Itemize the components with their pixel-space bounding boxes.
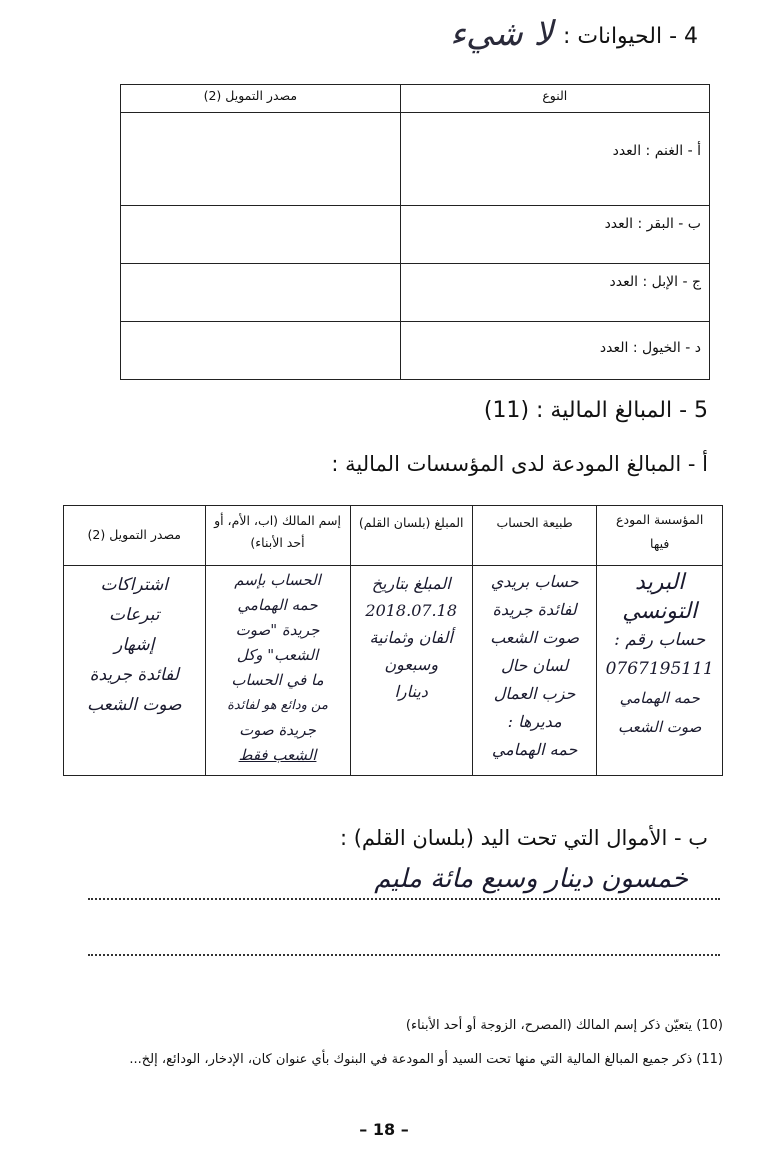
section-5a-title: أ - المبالغ المودعة لدى المؤسسات المالية : bbox=[331, 452, 708, 476]
handwritten-line: مديرها : bbox=[507, 712, 562, 731]
section-5-title: 5 - المبالغ المالية : (11) bbox=[483, 398, 708, 423]
section-4-handwritten-answer: لا شيء bbox=[449, 14, 553, 54]
handwritten-line: لفائدة جريدة bbox=[89, 665, 179, 685]
handwritten-line: المبلغ بتاريخ bbox=[371, 574, 451, 593]
table-row bbox=[121, 322, 710, 380]
handwritten-line: دينارا bbox=[394, 682, 428, 701]
row-label-cattle: ب - البقر : العدد bbox=[604, 216, 701, 232]
header-account-type: طبيعة الحساب bbox=[472, 506, 596, 566]
account-type-cell bbox=[472, 566, 596, 776]
deposits-table bbox=[63, 505, 723, 776]
section-5b-handwritten-answer: خمسون دينار وسبع مائة مليم bbox=[374, 864, 688, 894]
footnote-11: (11) ذكر جميع المبالغ المالية التي منها تحت السيد أو المودعة في البنوك بأي عنوان كان، الإدخار، الودائع، إلخ... bbox=[129, 1052, 723, 1067]
animals-table bbox=[120, 84, 710, 380]
row-label-camels: ج - الإبل : العدد bbox=[609, 274, 701, 290]
source-cell bbox=[121, 206, 401, 264]
handwritten-line: لسان حال bbox=[500, 656, 569, 675]
handwritten-line: صوت الشعب bbox=[86, 695, 182, 715]
handwritten-line: تبرعات bbox=[108, 605, 160, 625]
section-5b-title: ب - الأموال التي تحت اليد (بلسان القلم) : bbox=[339, 826, 708, 850]
header-institution: المؤسسة المودع فيها bbox=[597, 506, 723, 566]
handwritten-line: من ودائع هو لفائدة bbox=[227, 698, 328, 713]
section-4-title: 4 - الحيوانات : bbox=[563, 24, 698, 49]
dotted-line-2 bbox=[88, 954, 720, 956]
handwritten-line: لفائدة جريدة bbox=[492, 600, 577, 619]
source-cell bbox=[121, 264, 401, 322]
footnote-10: (10) يتعيّن ذكر إسم المالك (المصرح، الزوجة أو أحد الأبناء) bbox=[405, 1018, 723, 1033]
source-cell bbox=[121, 322, 401, 380]
handwritten-line: ألفان وثمانية bbox=[369, 628, 453, 647]
handwritten-line: الشعب" وكل bbox=[236, 646, 319, 664]
source-cell bbox=[121, 113, 401, 206]
table-row bbox=[64, 566, 723, 776]
handwritten-line: اشتراكات bbox=[100, 575, 168, 595]
institution-cell bbox=[597, 566, 723, 776]
handwritten-line: جريدة صوت bbox=[239, 721, 316, 739]
amount-cell bbox=[350, 566, 472, 776]
table-row bbox=[121, 264, 710, 322]
handwritten-line: حمه الهمامي bbox=[619, 689, 700, 707]
row-label-horses: د - الخيول : العدد bbox=[599, 340, 701, 356]
row-label-sheep: أ - الغنم : العدد bbox=[612, 143, 701, 159]
handwritten-line: صوت الشعب bbox=[490, 628, 580, 647]
handwritten-line: حمه الهمامي bbox=[237, 596, 318, 614]
handwritten-line: الشعب فقط bbox=[238, 746, 317, 764]
header-type: النوع bbox=[400, 85, 709, 113]
header-funding-source: مصدر التمويل (2) bbox=[121, 85, 401, 113]
handwritten-line: حمه الهمامي bbox=[491, 740, 578, 759]
handwritten-line: حساب رقم : bbox=[614, 630, 706, 650]
handwritten-line: 0767195111 bbox=[605, 659, 714, 679]
handwritten-line: ما في الحساب bbox=[231, 671, 324, 689]
handwritten-line: صوت الشعب bbox=[617, 718, 702, 736]
handwritten-line: الحساب بإسم bbox=[234, 571, 321, 589]
handwritten-line: التونسي bbox=[622, 599, 698, 624]
handwritten-line: البريد bbox=[635, 570, 685, 595]
header-amount: المبلغ (بلسان القلم) bbox=[350, 506, 472, 566]
table-row bbox=[121, 113, 710, 206]
handwritten-line: جريدة "صوت bbox=[235, 621, 320, 639]
handwritten-line: حزب العمال bbox=[493, 684, 576, 703]
header-owner: إسم المالك (اب، الأم، أو أحد الأبناء) bbox=[205, 506, 350, 566]
handwritten-line: إشهار bbox=[114, 635, 155, 655]
source-cell bbox=[64, 566, 206, 776]
owner-cell bbox=[205, 566, 350, 776]
dotted-line-1 bbox=[88, 898, 720, 900]
handwritten-line: وسبعون bbox=[384, 655, 439, 674]
page-number: – 18 – bbox=[359, 1120, 409, 1139]
table-row bbox=[121, 206, 710, 264]
header-funding-source: مصدر التمويل (2) bbox=[64, 506, 206, 566]
handwritten-line: 2018.07.18 bbox=[365, 601, 457, 620]
handwritten-line: حساب بريدي bbox=[490, 572, 579, 591]
